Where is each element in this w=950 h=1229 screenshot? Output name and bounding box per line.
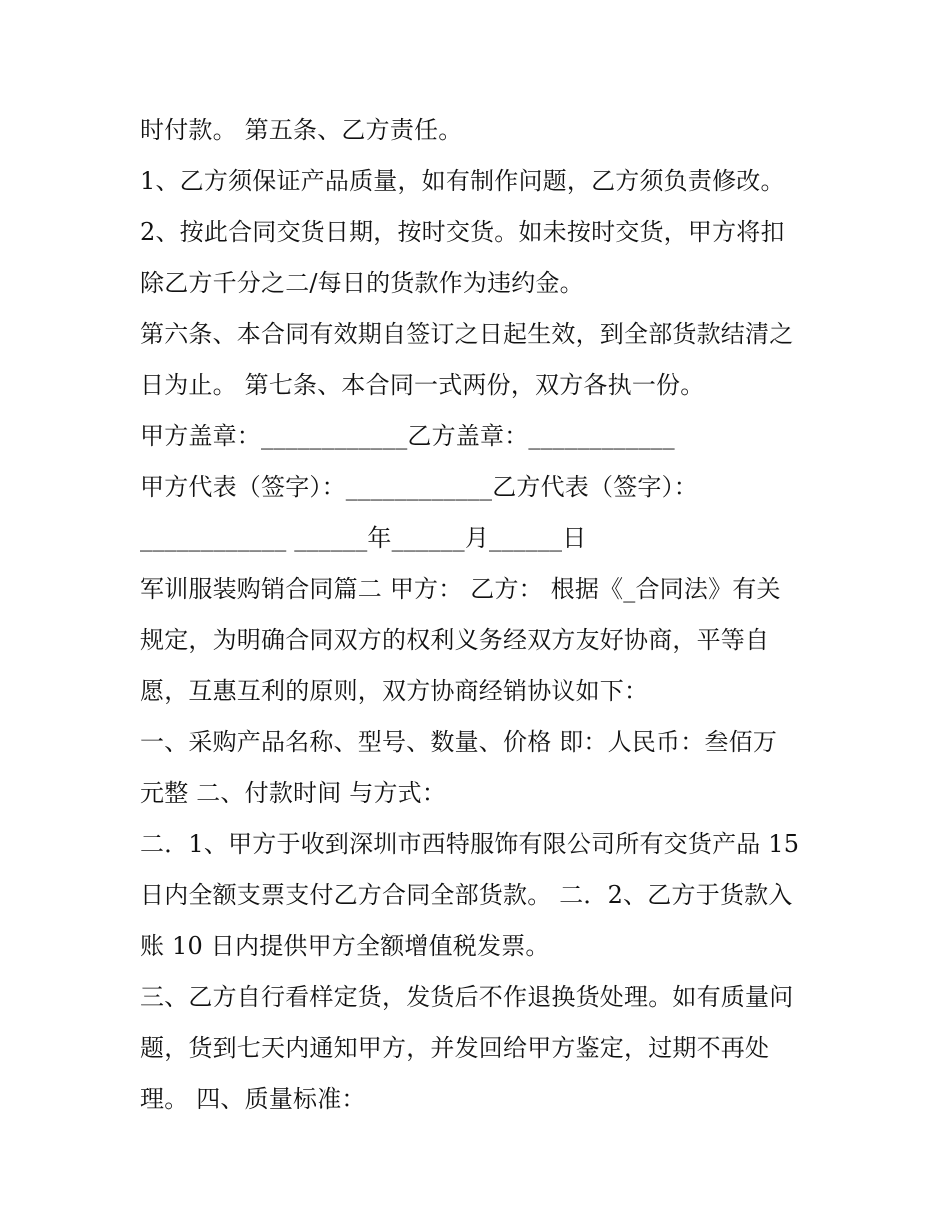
- text-line: 日为止。 第七条、本合同一式两份，双方各执一份。: [140, 371, 705, 399]
- text-line: 军训服装购销合同篇二 甲方： 乙方： 根据《_合同法》有关: [140, 575, 781, 603]
- text-line: 账 10 日内提供甲方全额增值税发票。: [140, 932, 550, 960]
- text-line: 日内全额支票支付乙方合同全部货款。 二．2、乙方于货款入: [140, 881, 793, 909]
- text-line: 2、按此合同交货日期，按时交货。如未按时交货，甲方将扣: [140, 218, 785, 246]
- text-line: 二．1、甲方于收到深圳市西特服饰有限公司所有交货产品 15: [140, 830, 800, 858]
- text-line: 理。 四、质量标准：: [140, 1085, 366, 1113]
- text-line: 时付款。 第五条、乙方责任。: [140, 116, 463, 144]
- signature-line-seal: 甲方盖章：____________乙方盖章：____________: [140, 422, 675, 450]
- signature-line-representative: 甲方代表（签字）：____________乙方代表（签字）：: [140, 473, 698, 501]
- text-line: 三、乙方自行看样定货，发货后不作退换货处理。如有质量问: [140, 983, 794, 1011]
- text-line: 一、采购产品名称、型号、数量、价格 即：人民币：叁佰万: [140, 728, 778, 756]
- text-line: 元整 二、付款时间 与方式：: [140, 779, 447, 807]
- text-line: 规定，为明确合同双方的权利义务经双方友好协商，平等自: [140, 626, 770, 654]
- signature-line-date: ____________ ______年______月______日: [140, 524, 587, 552]
- text-line: 题，货到七天内通知甲方，并发回给甲方鉴定，过期不再处: [140, 1034, 770, 1062]
- text-line: 除乙方千分之二/每日的货款作为违约金。: [140, 269, 584, 297]
- text-line: 1、乙方须保证产品质量，如有制作问题，乙方须负责修改。: [140, 167, 785, 195]
- document-body: [140, 105, 830, 1125]
- text-line: 愿，互惠互利的原则，双方协商经销协议如下：: [140, 677, 649, 705]
- text-line: 第六条、本合同有效期自签订之日起生效，到全部货款结清之: [140, 320, 794, 348]
